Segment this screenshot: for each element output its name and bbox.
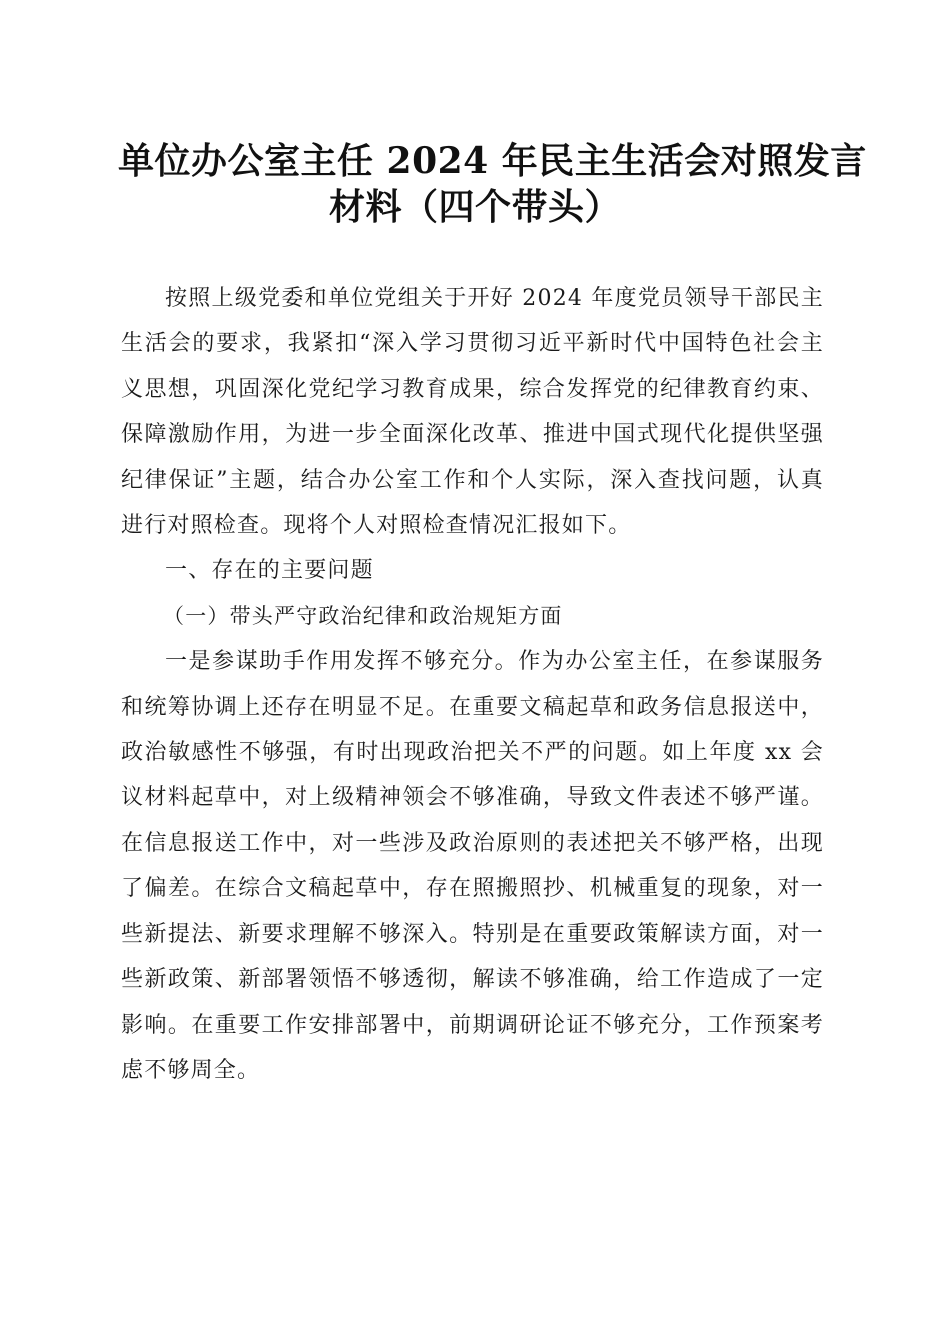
point-1-lead: 一是参谋助手作用发挥不够充分。 (165, 649, 519, 675)
section-heading-problems: 一、存在的主要问题 (165, 558, 374, 584)
title-line-1: 单位办公室主任 2024 年民主生活会对照发言 (118, 140, 867, 182)
subsection-heading-political-discipline: （一）带头严守政治纪律和政治规矩方面 (163, 603, 563, 628)
point-1-text: 作为办公室主任，在参谋服务和统筹协调上还存在明显不足。在重要文稿起草和政务信息报送中，政治敏感性不够强，有时出现政治把关不严的问题。如上年度 xx 会议材料起草中，对上级精神领会不够准确，导致文件表述不够严谨。在信息报送工作中，对一些涉及政治原则的表述把关不够严格，出现了偏差。在综合文稿起草中，存在照搬照抄、机械重复的现象，对一些新提法、新要求理解不够深入。特别是在重要政策解读方面，对一些新政策、新部署领悟不够透彻，解读不够准确，给工作造成了一定影响。在重要工作安排部署中，前期调研论证不够充分，工作预案考虑不够周全。 (121, 649, 824, 1083)
intro-paragraph: 按照上级党委和单位党组关于开好 2024 年度党员领导干部民主生活会的要求，我紧扣“深入学习贯彻习近平新时代中国特色社会主义思想，巩固深化党纪学习教育成果，综合发挥党的纪律教育约束、保障激励作用，为进一步全面深化改革、推进中国式现代化提供坚强纪律保证”主题，结合办公室工作和个人实际，深入查找问题，认真进行对照检查。现将个人对照检查情况汇报如下。 (121, 286, 824, 539)
document-title (118, 138, 867, 230)
point-1-paragraph (121, 639, 824, 1093)
title-line-2: 材料（四个带头） (328, 186, 621, 228)
document-body (121, 276, 824, 1093)
